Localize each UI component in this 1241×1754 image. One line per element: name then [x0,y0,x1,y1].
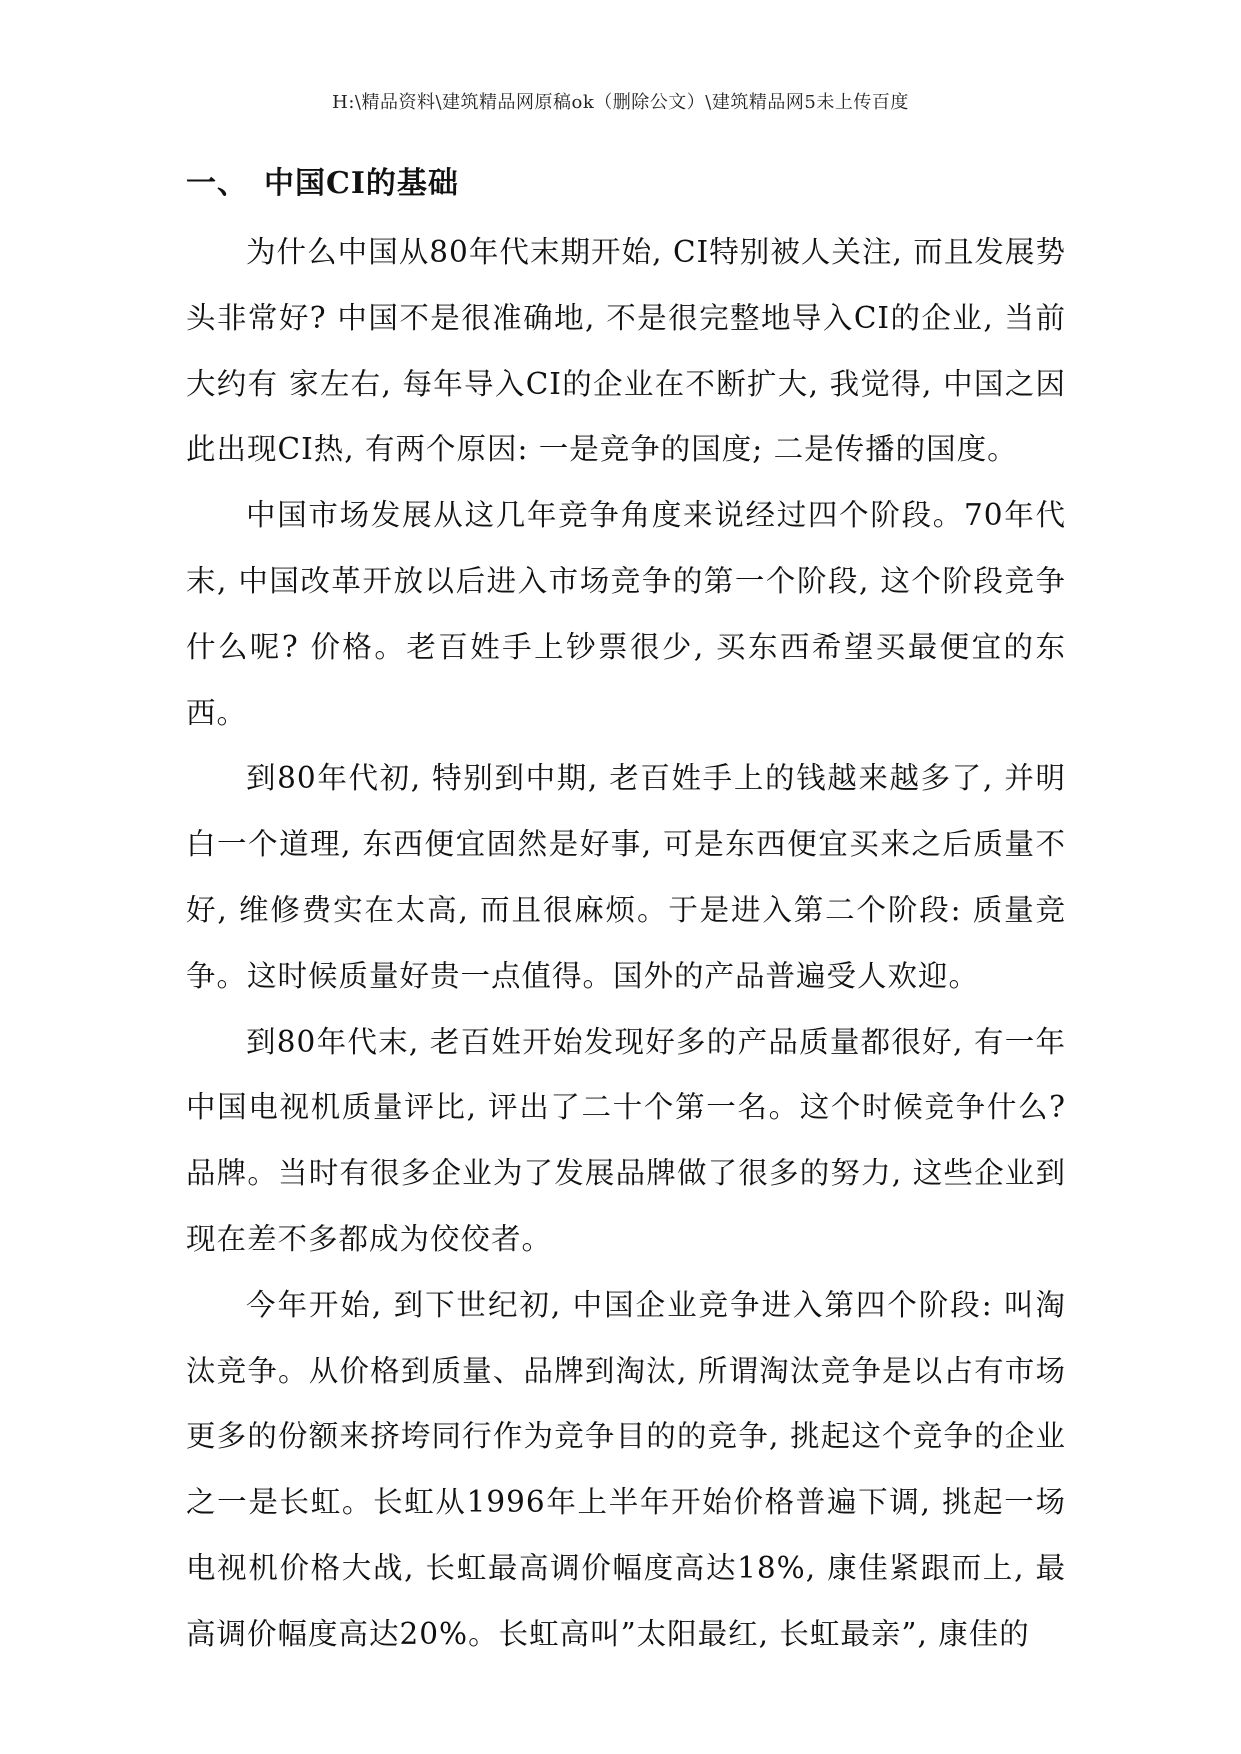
paragraph-3: 到80年代初, 特别到中期, 老百姓手上的钱越来越多了, 并明白一个道理, 东西便宜固然是好事, 可是东西便宜买来之后质量不好, 维修费实在太高, 而且很麻烦。于是进入第二个阶段: 质量竞争。这时候质量好贵一点值得。国外的产品普遍受人欢迎。 [186,761,1066,993]
paragraph-1: 为什么中国从80年代末期开始, CI特别被人关注, 而且发展势头非常好? 中国不是很准确地, 不是很完整地导入CI的企业, 当前大约有 家左右, 每年导入CI的企业在不断扩大, 我觉得, 中国之因此出现CI热, 有两个原因: 一是竞争的国度; 二是传播的国度。 [186,235,1066,467]
paragraph-4: 到80年代末, 老百姓开始发现好多的产品质量都很好, 有一年中国电视机质量评比, 评出了二十个第一名。这个时候竞争什么? 品牌。当时有很多企业为了发展品牌做了很多的努力, 这些企业到现在差不多都成为佼佼者。 [186,1024,1066,1256]
section-title: 中国CI的基础 [264,166,459,201]
header-file-path: H:\精品资料\建筑精品网原稿ok（删除公文）\建筑精品网5未上传百度 [332,92,909,113]
body-text [186,220,1066,1668]
paragraph-5: 今年开始, 到下世纪初, 中国企业竞争进入第四个阶段: 叫淘汰竞争。从价格到质量、品牌到淘汰, 所谓淘汰竞争是以占有市场更多的份额来挤垮同行作为竞争目的的竞争, 挑起这个竞争的企业之一是长虹。长虹从1996年上半年开始价格普遍下调, 挑起一场电视机价格大战, 长虹最高调价幅度高达18%, 康佳紧跟而上, 最高调价幅度高达20%。长虹高叫”太阳最红, 长虹最亲”, 康佳的 [186,1287,1066,1651]
section-heading [186,158,459,202]
paragraph-2: 中国市场发展从这几年竞争角度来说经过四个阶段。70年代末, 中国改革开放以后进入市场竞争的第一个阶段, 这个阶段竞争什么呢? 价格。老百姓手上钞票很少, 买东西希望买最便宜的东西。 [186,498,1066,730]
section-number: 一、 [186,166,248,201]
